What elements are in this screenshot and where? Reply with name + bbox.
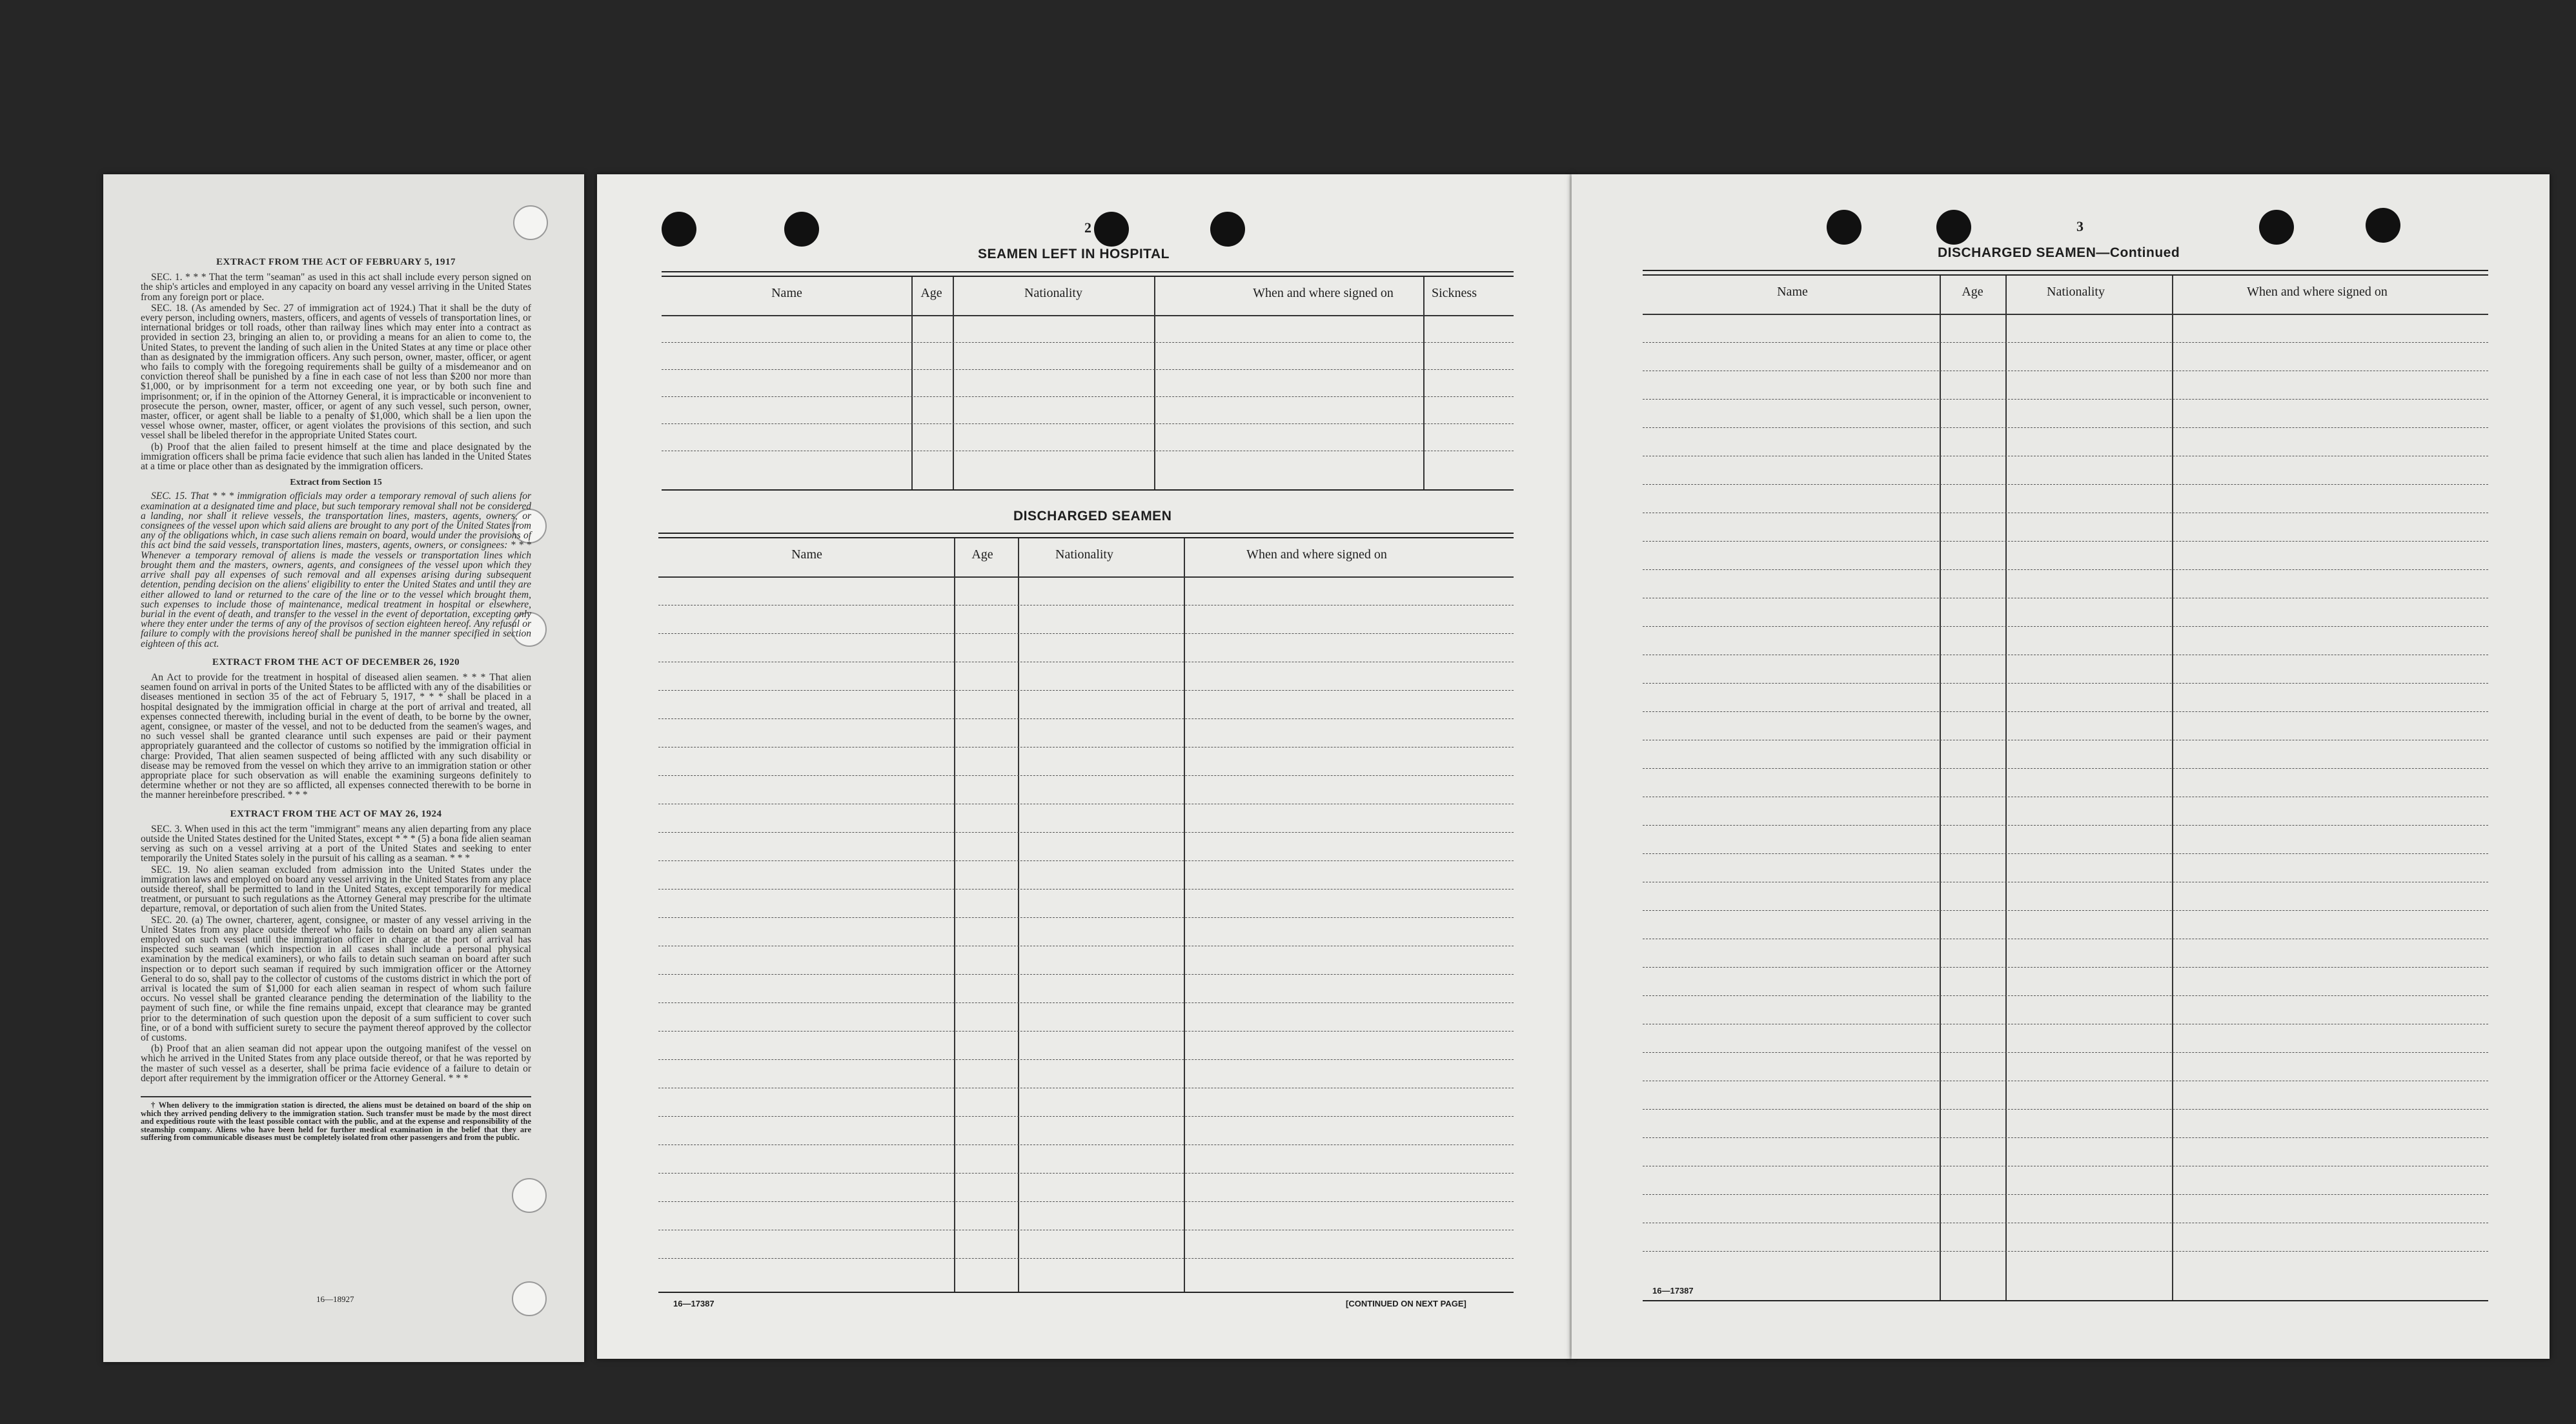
row-line bbox=[662, 342, 1514, 343]
punch-hole bbox=[2259, 210, 2294, 245]
form-page-3 bbox=[1572, 174, 2550, 1359]
column-divider bbox=[1184, 538, 1185, 1292]
row-line bbox=[1643, 683, 2488, 684]
column-header: Name bbox=[791, 547, 822, 562]
discharged-table bbox=[658, 533, 1514, 1294]
column-header: Age bbox=[920, 286, 942, 300]
row-line bbox=[658, 1173, 1514, 1174]
discharged-section-title: DISCHARGED SEAMEN bbox=[1013, 509, 1172, 524]
paragraph: SEC. 3. When used in this act the term "immigrant" means any alien departing from any place outside the United States destined for the United States, except * * * (5) a bona fide alien seaman serving as such on a vessel arriving at a port of the United States and seeking to enter temporarily the United States solely in the pursuit of his calling as a seaman. * * * bbox=[141, 823, 531, 864]
column-divider bbox=[1154, 277, 1155, 490]
row-line bbox=[1643, 1109, 2488, 1110]
row-line bbox=[662, 423, 1514, 424]
row-line bbox=[658, 917, 1514, 918]
column-header: Nationality bbox=[1024, 286, 1082, 300]
row-line bbox=[658, 775, 1514, 776]
column-header: Name bbox=[1777, 285, 1808, 299]
row-line bbox=[662, 315, 1514, 316]
paragraph: SEC. 15. That * * * immigration officials may order a temporary removal of such aliens for examination at a designated time and place, but such temporary removal shall not be considered a landing, nor shall it relieve vessels, the transportation lines, masters, agents, owners, or consignees of the vessel upon which said aliens are brought to any port of the United States from any of the obligations which, in case such aliens remain on board, would under the provisions of this act bind the said vessels, transportation lines, masters, agents, owners, or consignees: * * * Whenever a temporary removal of aliens is made the vessels or transportation lines which brought them and the masters, owners, agents, and consignees of the vessel upon which they arrive shall pay all expenses of such removal and all expenses arising during subsequent detention, pending decision on the aliens' eligibility to enter the United States and until they are either allowed to land or returned to the care of the line or to the vessel which brought them, such expenses to include those of maintenance, medical treatment in hospital or elsewhere, burial in the event of death, and transfer to the vessel in the event of deportation, excepting only where they enter under the terms of any of the provisos of section eighteen hereof. Any refusal or failure to comply with the provisions hereof shall be punished in the manner specified in section eighteen of this act. bbox=[141, 491, 531, 649]
regulations-page bbox=[103, 174, 584, 1362]
row-line bbox=[658, 633, 1514, 634]
column-divider bbox=[2172, 276, 2173, 1301]
table-rule bbox=[662, 271, 1514, 277]
table-rule bbox=[1643, 270, 2488, 276]
table-rule bbox=[1643, 1300, 2488, 1301]
column-header: Nationality bbox=[1055, 547, 1113, 562]
page-number: 2 bbox=[1084, 219, 1091, 236]
form-code: 16—17387 bbox=[673, 1299, 715, 1308]
row-line bbox=[1643, 427, 2488, 428]
discharged-continued-table bbox=[1643, 270, 2488, 1303]
row-line bbox=[658, 889, 1514, 890]
form-code: 16—17387 bbox=[1652, 1286, 1694, 1296]
punch-hole bbox=[784, 212, 819, 247]
paragraph: SEC. 19. No alien seaman excluded from admission into the United States under the immigration laws and employed on board any vessel arriving in the United States from any place outside thereof, shall be permitted to land in the United States, except temporarily for medical treatment, or pursuant to such regulations as the Attorney General may prescribe for the ultimate departure, removal, or deportation of such alien from the United States. bbox=[141, 864, 531, 915]
column-divider bbox=[2005, 276, 2007, 1301]
punch-hole bbox=[2366, 208, 2400, 243]
heading-section-15: Extract from Section 15 bbox=[290, 478, 382, 488]
column-divider bbox=[1018, 538, 1019, 1292]
punch-hole bbox=[512, 1178, 547, 1213]
row-line bbox=[662, 369, 1514, 370]
row-line bbox=[1643, 1194, 2488, 1195]
column-header: When and where signed on bbox=[2247, 285, 2388, 299]
row-line bbox=[658, 974, 1514, 975]
row-line bbox=[1643, 484, 2488, 485]
column-header: Name bbox=[771, 286, 802, 300]
paragraph: (b) Proof that an alien seaman did not appear upon the outgoing manifest of the vessel on which he arrived in the United States from any place outside thereof, or that he was reported by the master of such vessel as a deserter, shall be prima facie evidence of a failure to detain or deport after requirement by the immigration officer or the Attorney General. * * * bbox=[141, 1043, 531, 1084]
row-line bbox=[1643, 626, 2488, 627]
column-divider bbox=[1940, 276, 1941, 1301]
column-header: When and where signed on bbox=[1246, 547, 1387, 562]
row-line bbox=[1643, 995, 2488, 996]
table-rule bbox=[662, 489, 1514, 491]
row-line bbox=[658, 1258, 1514, 1259]
discharged-continued-title: DISCHARGED SEAMEN—Continued bbox=[1938, 245, 2180, 260]
paragraph: SEC. 18. (As amended by Sec. 27 of immigration act of 1924.) That it shall be the duty of every person, including owners, masters, officers, and agents of vessels of transportation lines, or international bridges or toll roads, other than railway lines which may enter into a contract as provided in section 23, bringing an alien to, or providing a means for an alien to come to, the United States, to prevent the landing of such alien in the United States at any time or place other than as designated by the immigration officers. Any such person, owner, master, officer, or agent who fails to comply with the foregoing requirements shall be guilty of a misdemeanor and on conviction thereof shall be punished by a fine in each case of not less than $200 nor more than $1,000, or by imprisonment for a term not exceeding one year, or by both such fine and imprisonment; or, if in the opinion of the Attorney General, it is impracticable or inconvenient to prosecute the person, owner, master, officer, or agent of any such vessel, such person, owner, master, officer, or agent shall be liable to a penalty of $1,000, which shall be a lien upon the vessel whose owner, master, officer, or agent violates the provisions of this section, and such vessel shall be libeled therefor in the appropriate United States court. bbox=[141, 302, 531, 442]
row-line bbox=[1643, 541, 2488, 542]
row-line bbox=[658, 1116, 1514, 1117]
row-line bbox=[1643, 1251, 2488, 1252]
punch-hole bbox=[513, 205, 548, 240]
page-number: 3 bbox=[2076, 218, 2084, 234]
row-line bbox=[1643, 910, 2488, 911]
row-line bbox=[662, 396, 1514, 397]
paragraph: SEC. 20. (a) The owner, charterer, agent, consignee, or master of any vessel arriving in the United States from any place outside thereof who fails to detain on board any alien seaman employed on such vessel until the immigration officer in charge at the port of arrival has inspected such seaman (which inspection in all cases shall include a personal physical examination by the medical examiners), or who fails to detain such seaman on board after such inspection or to deport such seaman if required by such immigration officer or the Attorney General to do so, shall pay to the collector of customs of the customs district in which the port of arrival is located the sum of $1,000 for each alien seaman in respect of whom such failure occurs. No vessel shall be granted clearance pending the determination of the liability to the payment of such fine, or while the fine remains unpaid, except that clearance may be granted prior to the determination of such question upon the deposit of a sum sufficient to cover such fine, or of a bond with sufficient surety to secure the payment thereof approved by the collector of customs. bbox=[141, 914, 531, 1044]
punch-hole bbox=[1094, 212, 1129, 247]
row-line bbox=[658, 860, 1514, 861]
row-line bbox=[1643, 825, 2488, 826]
column-header: Age bbox=[1962, 285, 1983, 299]
row-line bbox=[1643, 1052, 2488, 1053]
punch-hole bbox=[1827, 210, 1861, 245]
row-line bbox=[1643, 399, 2488, 400]
row-line bbox=[658, 690, 1514, 691]
continued-note: [CONTINUED ON NEXT PAGE] bbox=[1346, 1299, 1466, 1308]
column-header: Sickness bbox=[1432, 286, 1477, 300]
row-line bbox=[1643, 1137, 2488, 1138]
row-line bbox=[1643, 853, 2488, 854]
punch-hole bbox=[1210, 212, 1245, 247]
row-line bbox=[658, 1144, 1514, 1145]
form-code: 16—18927 bbox=[316, 1294, 354, 1304]
row-line bbox=[658, 747, 1514, 748]
row-line bbox=[658, 1059, 1514, 1060]
act-extracts bbox=[141, 249, 531, 1143]
punch-hole bbox=[1936, 210, 1971, 245]
row-line bbox=[1643, 711, 2488, 712]
punch-hole bbox=[662, 212, 696, 247]
row-line bbox=[658, 1201, 1514, 1202]
column-header: Nationality bbox=[2047, 285, 2105, 299]
heading-act-1924: EXTRACT FROM THE ACT OF MAY 26, 1924 bbox=[230, 808, 442, 819]
punch-hole bbox=[512, 1281, 547, 1316]
column-divider bbox=[911, 277, 913, 490]
hospital-section-title: SEAMEN LEFT IN HOSPITAL bbox=[978, 247, 1170, 261]
paragraph: (b) Proof that the alien failed to present himself at the time and place designated by the immigration officers shall be prima facie evidence that such alien has landed in the United States at a time or place other than as designated by the immigration officers. bbox=[141, 441, 531, 473]
form-page-2 bbox=[597, 174, 1572, 1359]
paragraph: An Act to provide for the treatment in hospital of diseased alien seamen. * * * That alien seamen found on arrival in ports of the United States to be afflicted with any of the disabilities or diseases mentioned in section 35 of the act of February 5, 1917, * * * shall be placed in a hospital designated by the immigration official in charge at the port of arrival and treated, all expenses connected therewith, including burial in the event of death, to be borne by the owner, agent, consignee, or master of the vessel, and not to be deducted from the seamen's wages, and no such vessel shall be granted clearance until such expenses are paid or their payment appropriately guaranteed and the collector of customs so notified by the immigration official in charge: Provided, That alien seamen suspected of being afflicted with any such disability or disease may be removed from the vessel on which they arrive to an immigration station or other appropriate place for such observation as will enable the examining surgeons definitely to determine whether or not they are so afflicted, all expenses connected therewith to be borne in the manner hereinbefore prescribed. * * * bbox=[141, 671, 531, 801]
column-header: Age bbox=[971, 547, 993, 562]
table-rule bbox=[658, 1292, 1514, 1293]
row-line bbox=[658, 1031, 1514, 1032]
column-divider bbox=[953, 277, 954, 490]
row-line bbox=[658, 832, 1514, 833]
heading-act-1920: EXTRACT FROM THE ACT OF DECEMBER 26, 1920 bbox=[212, 656, 460, 667]
row-line bbox=[1643, 569, 2488, 570]
table-rule bbox=[658, 533, 1514, 538]
paragraph: SEC. 1. * * * That the term "seaman" as used in this act shall include every person signed on the ship's articles and employed in any capacity on board any vessel arriving in the United States from any foreign port or place. bbox=[141, 272, 531, 303]
row-line bbox=[658, 576, 1514, 578]
row-line bbox=[1643, 768, 2488, 769]
footnote: † When delivery to the immigration station is directed, the aliens must be detained on board of the ship on which they arrived pending delivery to the immigration station. Such transfer must be made by the most direct and expeditious route with the least possible contact with the public, and at the expense and responsibility of the steamship company. Aliens who have been held for further medical examination in the belief that they are suffering from communicable diseases must be completely isolated from other passengers and from the public. bbox=[141, 1096, 531, 1142]
row-line bbox=[658, 718, 1514, 719]
row-line bbox=[1643, 342, 2488, 343]
column-divider bbox=[954, 538, 955, 1292]
hospital-table bbox=[662, 271, 1514, 492]
heading-act-1917: EXTRACT FROM THE ACT OF FEBRUARY 5, 1917 bbox=[216, 257, 456, 267]
row-line bbox=[1643, 314, 2488, 315]
column-divider bbox=[1423, 277, 1425, 490]
row-line bbox=[1643, 967, 2488, 968]
row-line bbox=[658, 1002, 1514, 1003]
column-header: When and where signed on bbox=[1253, 286, 1394, 300]
